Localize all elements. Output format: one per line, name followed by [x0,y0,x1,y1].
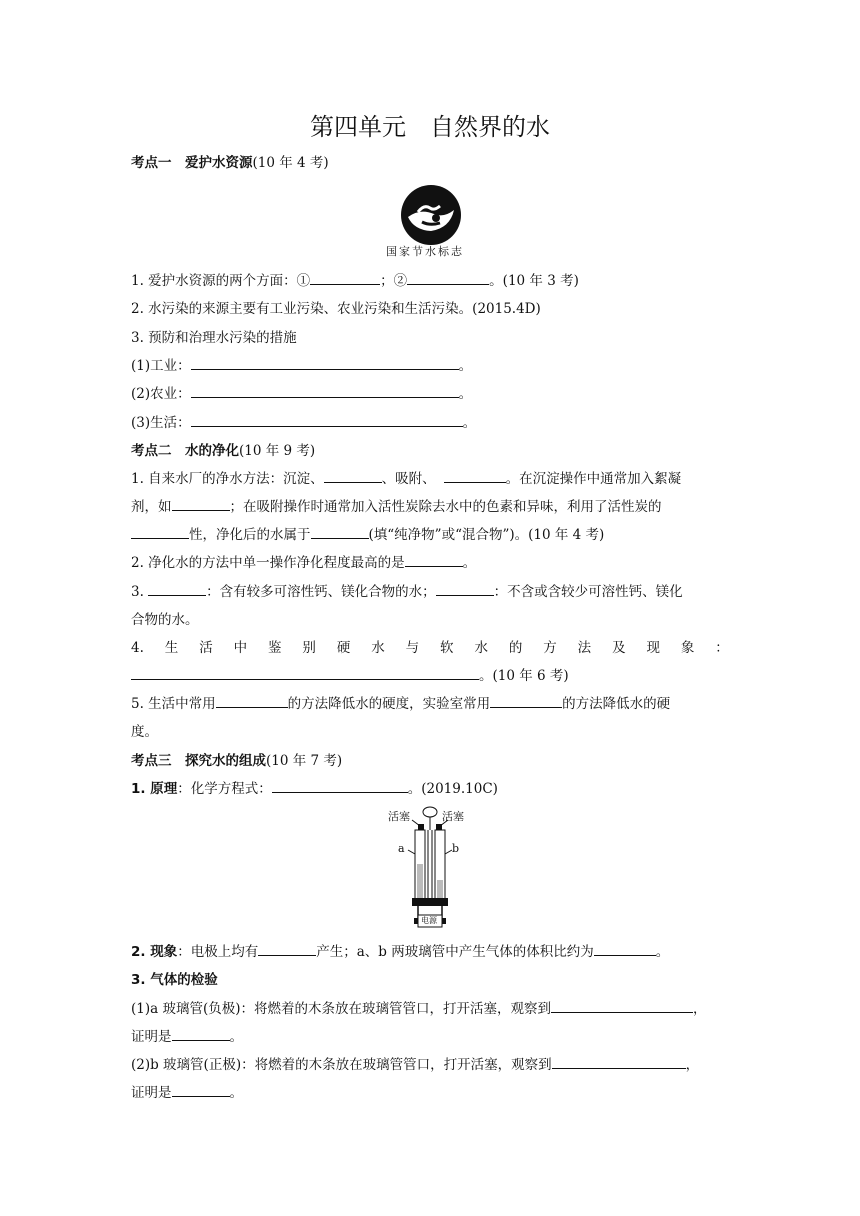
s2-q3-line2: 合物的水。 [131,612,199,628]
answer-blank[interactable] [552,1068,686,1069]
stopcock-label-left: 活塞 [388,810,410,823]
s2-q1-line1: 1. 自来水厂的净水方法：沉淀、 、吸附、 。在沉淀操作中通常加入絮凝 [131,471,682,487]
power-supply-label: 电源 [421,916,437,925]
s2-q5-line1: 5. 生活中常用 的方法降低水的硬度，实验室常用 的方法降低水的硬 [131,696,671,712]
answer-blank[interactable] [191,369,459,370]
section-heading-1: 考点一 爱护水资源(10 年 4 考) [131,155,329,171]
answer-blank[interactable] [311,538,369,539]
answer-blank[interactable] [272,792,408,793]
answer-blank[interactable] [594,955,656,956]
s2-q1-line3: 性，净化后的水属于 (填“纯净物”或“混合物”)。(10 年 4 考) [131,525,604,545]
answer-blank[interactable] [172,1040,230,1041]
s2-q3-line1: 3. ：含有较多可溶性钙、镁化合物的水； ：不含或含较少可溶性钙、镁化 [131,584,683,600]
answer-blank[interactable] [407,284,489,285]
stopcock-label-right: 活塞 [442,810,464,823]
answer-blank[interactable] [191,426,463,427]
answer-blank[interactable] [551,1012,693,1013]
s2-q5-line2: 度。 [131,724,158,740]
s1-q1: 1. 爱护水资源的两个方面：① ；② 。(10 年 3 考) [131,273,579,289]
s3-q2: 2. 现象：电极上均有 产生；a、b 两玻璃管中产生气体的体积比约为 。 [131,944,670,960]
answer-blank[interactable] [444,482,506,483]
s3-q3-2-line2: 证明是 。 [131,1085,243,1101]
answer-blank[interactable] [131,538,189,539]
section-heading-2: 考点二 水的净化(10 年 9 考) [131,443,316,459]
answer-blank[interactable] [490,707,562,708]
answer-blank[interactable] [172,1096,230,1097]
answer-blank[interactable] [405,566,463,567]
s3-q3-heading: 3. 气体的检验 [131,972,218,988]
answer-blank[interactable] [131,679,479,680]
s1-q3-life: (3)生活： 。 [131,415,477,431]
s1-q3-industry: (1)工业： 。 [131,358,473,374]
s2-q1-line2: 剂，如 ；在吸附操作时通常加入活性炭除去水中的色素和异味，利用了活性炭的 [131,499,662,515]
answer-blank[interactable] [148,595,206,596]
s2-q4-line2: 。(10 年 6 考) [131,666,569,686]
s3-q1: 1. 原理：化学方程式： 。(2019.10C) [131,781,498,797]
s2-q4-line1: 4. 生 活 中 鉴 别 硬 水 与 软 水 的 方 法 及 现 象 ： [131,640,729,656]
logo-caption: 国家节水标志 [386,245,464,258]
answer-blank[interactable] [172,510,230,511]
electrolysis-diagram [384,806,476,932]
answer-blank[interactable] [216,707,288,708]
s1-q3-agri: (2)农业： 。 [131,386,473,402]
page-title: 第四单元 自然界的水 [310,113,550,141]
answer-blank[interactable] [324,482,382,483]
s3-q3-1-line2: 证明是 。 [131,1029,243,1045]
tube-b-label: b [452,842,460,855]
s3-q3-2-line1: (2)b 玻璃管(正极)：将燃着的木条放在玻璃管管口，打开活塞，观察到 ， [131,1057,700,1073]
answer-blank[interactable] [436,595,494,596]
apparatus-drawing [384,806,476,932]
s1-q3: 3. 预防和治理水污染的措施 [131,330,297,346]
s1-q2: 2. 水污染的来源主要有工业污染、农业污染和生活污染。(2015.4D) [131,301,541,317]
answer-blank[interactable] [258,955,316,956]
section-heading-3: 考点三 探究水的组成(10 年 7 考) [131,753,343,769]
s2-q2: 2. 净化水的方法中单一操作净化程度最高的是 。 [131,555,477,571]
water-saving-logo [400,184,462,246]
s3-q3-1-line1: (1)a 玻璃管(负极)：将燃着的木条放在玻璃管管口，打开活塞，观察到 ， [131,1001,707,1017]
answer-blank[interactable] [310,284,380,285]
answer-blank[interactable] [191,397,459,398]
tube-a-label: a [398,842,405,855]
